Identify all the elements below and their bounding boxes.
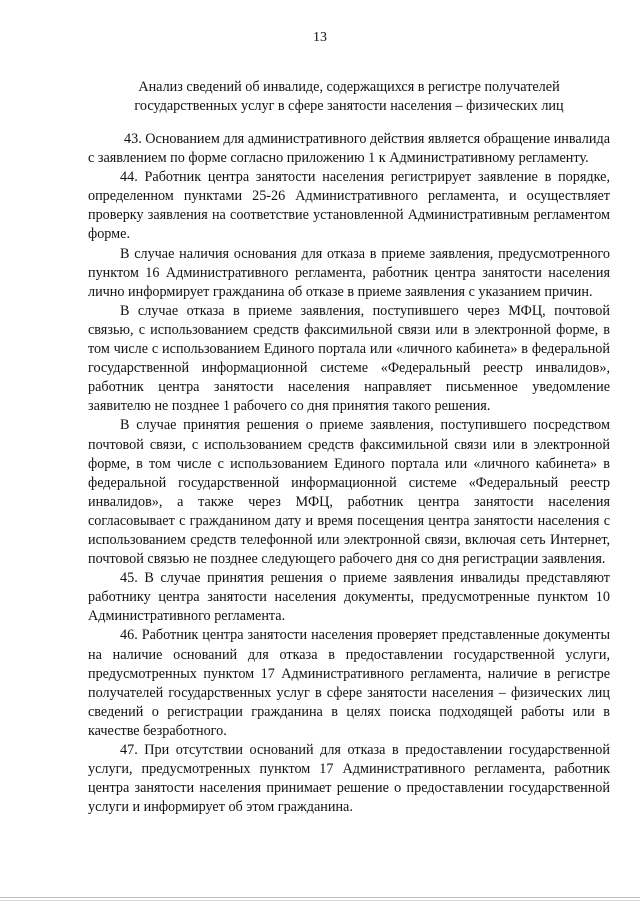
document-body [88, 130, 610, 817]
paragraph-47: 47. При отсутствии оснований для отказа в предоставлении государственной услуги, предусмотренных пунктом 17 Административного регламента, работник центра занятости населения принимает решение о предоставлении государственной услуги и информирует об этом гражданина. [88, 742, 610, 816]
paragraph-44-refusal-remote: В случае отказа в приеме заявления, поступившего через МФЦ, почтовой связью, с использованием средств факсимильной связи или в электронной форме, в том числе с использованием Единого портала или «личного кабинета» в федеральной государственной информационной системе «Федеральный реестр инвалидов», работник центра занятости населения направляет письменное уведомление заявителю не позднее 1 рабочего со дня принятия такого решения. [88, 302, 610, 415]
paragraph-46: 46. Работник центра занятости населения проверяет представленные документы на наличие оснований для отказа в предоставлении государственной услуги, предусмотренных пунктом 17 Административного регламента, наличие в регистре получателей государственных услуг в сфере занятости населения – физических лиц сведений о регистрации гражданина в целях поиска подходящей работы или в качестве безработного. [88, 627, 610, 739]
paragraph-43: 43. Основанием для административного действия является обращение инвалида с заявлением по форме согласно приложению 1 к Административному регламенту. [88, 131, 610, 167]
scan-edge-line [0, 900, 640, 901]
page-number: 13 [313, 30, 327, 45]
paragraph-44-acceptance-remote: В случае принятия решения о приеме заявления, поступившего посредством почтовой связи, с использованием средств факсимильной связи или в электронной форме, в том числе с использованием Единого портала или «личного кабинета» в федеральной государственной информационной системе «Федеральный реестр инвалидов», а также через МФЦ, работник центра занятости населения согласовывает с гражданином дату и время посещения центра занятости населения с использованием средств телефонной или электронной связи, включая сеть Интернет, почтовой связью не позднее следующего рабочего дня со дня регистрации заявления. [88, 417, 610, 568]
paragraph-45: 45. В случае принятия решения о приеме заявления инвалиды представляют работнику центра занятости населения документы, предусмотренные пунктом 10 Административного регламента. [88, 570, 610, 625]
scan-edge-line [0, 897, 640, 898]
section-title [88, 78, 610, 116]
section-title-line-2: государственных услуг в сфере занятости населения – физических лиц [134, 98, 564, 114]
paragraph-44-refusal-in-person: В случае наличия основания для отказа в приеме заявления, предусмотренного пунктом 16 Административного регламента, работник центра занятости населения лично информирует гражданина об отказе в приеме заявления с указанием причин. [88, 245, 610, 300]
section-title-line-1: Анализ сведений об инвалиде, содержащихся в регистре получателей [138, 79, 560, 95]
paragraph-44: 44. Работник центра занятости населения регистрирует заявление в порядке, определенном пунктами 25-26 Административного регламента, и осуществляет проверку заявления на соответствие установленной Административным регламентом форме. [88, 169, 610, 243]
